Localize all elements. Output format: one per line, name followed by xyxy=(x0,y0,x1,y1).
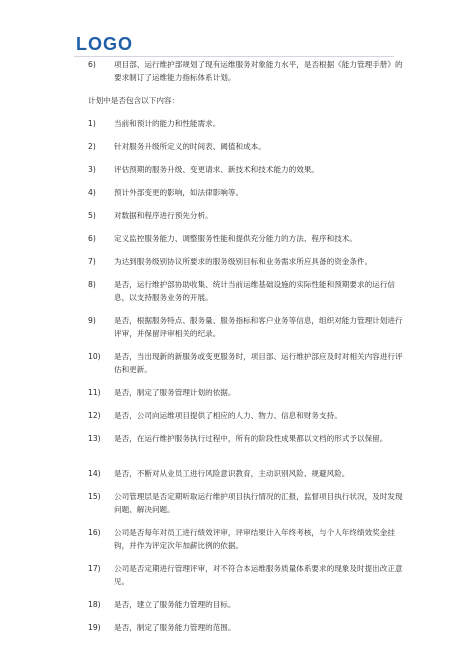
list-item xyxy=(88,432,406,445)
list-item xyxy=(88,467,406,480)
item-number: 4) xyxy=(88,188,96,197)
item-text: 是否，公司向运维项目提供了相应的人力、物力、信息和财务支持。 xyxy=(114,411,342,420)
list-item xyxy=(88,598,406,611)
list-item xyxy=(88,255,406,268)
section-gap xyxy=(88,455,406,467)
list-item xyxy=(88,621,406,634)
list-item xyxy=(88,232,406,245)
item-number: 11) xyxy=(88,388,101,397)
list-item xyxy=(88,209,406,222)
list-item xyxy=(88,117,406,130)
checklist-b xyxy=(88,467,406,634)
checklist-a xyxy=(88,117,406,445)
item-number: 12) xyxy=(88,411,101,420)
item-text: 是否，当出现新的新服务或变更服务时，项目部、运行维护部应及时对相关内容进行评估和更新。 xyxy=(114,352,403,374)
item-text: 预计外部变更的影响，如法律影响等。 xyxy=(114,188,244,197)
list-item xyxy=(88,314,406,340)
item-text: 针对服务升级所定义的时间表、阈值和成本。 xyxy=(114,142,266,151)
item-number: 18) xyxy=(88,600,101,609)
item-text: 定义监控服务能力、调整服务性能和提供充分能力的方法、程序和技术。 xyxy=(114,234,357,243)
list-item xyxy=(88,526,406,552)
item-text: 是否，建立了服务能力管理的目标。 xyxy=(114,600,236,609)
pre-list xyxy=(88,58,406,84)
item-text: 是否，运行维护部协助收集、统计当前运维基础设施的实际性能和预期要求的运行信息，以支持服务业务的开展。 xyxy=(114,280,395,302)
item-number: 14) xyxy=(88,469,101,478)
header-divider xyxy=(74,56,394,57)
item-text: 当前和预计的能力和性能需求。 xyxy=(114,119,221,128)
item-text: 是否，在运行维护服务执行过程中，所有的阶段性成果都以文档的形式予以保留。 xyxy=(114,434,388,443)
item-text: 是否，根据服务特点、服务量、服务指标和客户业务等信息，组织对能力管理计划进行评审，并保留评审相关的纪录。 xyxy=(114,316,403,338)
item-number: 7) xyxy=(88,257,96,266)
section-intro: 计划中是否包含以下内容： xyxy=(88,96,180,105)
item-number: 5) xyxy=(88,211,96,220)
item-text: 项目部、运行维护部规划了现有运维服务对象能力水平，是否根据《能力管理手册》的要求制订了运维能力指标体系计划。 xyxy=(114,60,403,82)
logo: LOGO xyxy=(76,34,133,54)
item-text: 公司管理层是否定期听取运行维护项目执行情况的汇报，监督项目执行状况，及时发现问题、解决问题。 xyxy=(114,492,403,514)
list-item xyxy=(88,409,406,422)
list-item xyxy=(88,58,406,84)
item-text: 对数据和程序进行预先分析。 xyxy=(114,211,213,220)
item-number: 16) xyxy=(88,528,101,537)
list-item xyxy=(88,186,406,199)
item-number: 15) xyxy=(88,492,101,501)
document-body xyxy=(88,58,406,644)
list-item xyxy=(88,490,406,516)
item-number: 8) xyxy=(88,280,96,289)
item-number: 10) xyxy=(88,352,101,361)
item-text: 公司是否定期进行管理评审，对不符合本运维服务质量体系要求的现象及时提出改正意见。 xyxy=(114,564,403,586)
item-text: 是否，不断对从业员工进行风险意识教育，主动识别风险、规避风险。 xyxy=(114,469,350,478)
list-item xyxy=(88,140,406,153)
list-item xyxy=(88,562,406,588)
item-text: 是否，制定了服务管理计划的依据。 xyxy=(114,388,236,397)
list-item xyxy=(88,386,406,399)
item-text: 是否，制定了服务能力管理的范围。 xyxy=(114,623,236,632)
item-number: 9) xyxy=(88,316,96,325)
item-number: 6) xyxy=(88,60,96,69)
item-text: 评估预期的服务升级、变更请求、新技术和技术能力的效果。 xyxy=(114,165,320,174)
item-number: 19) xyxy=(88,623,101,632)
list-item xyxy=(88,278,406,304)
list-item xyxy=(88,163,406,176)
item-number: 2) xyxy=(88,142,96,151)
item-number: 13) xyxy=(88,434,101,443)
item-number: 3) xyxy=(88,165,96,174)
item-text: 公司是否每年对员工进行绩效评审，评审结果计入年终考核，与个人年终绩效奖金挂钩，并作为评定次年加薪比例的依据。 xyxy=(114,528,395,550)
item-number: 1) xyxy=(88,119,96,128)
item-text: 为达到服务级别协议所要求的服务级别目标和业务需求所应具备的资金条件。 xyxy=(114,257,373,266)
list-item xyxy=(88,350,406,376)
item-number: 6) xyxy=(88,234,96,243)
item-number: 17) xyxy=(88,564,101,573)
